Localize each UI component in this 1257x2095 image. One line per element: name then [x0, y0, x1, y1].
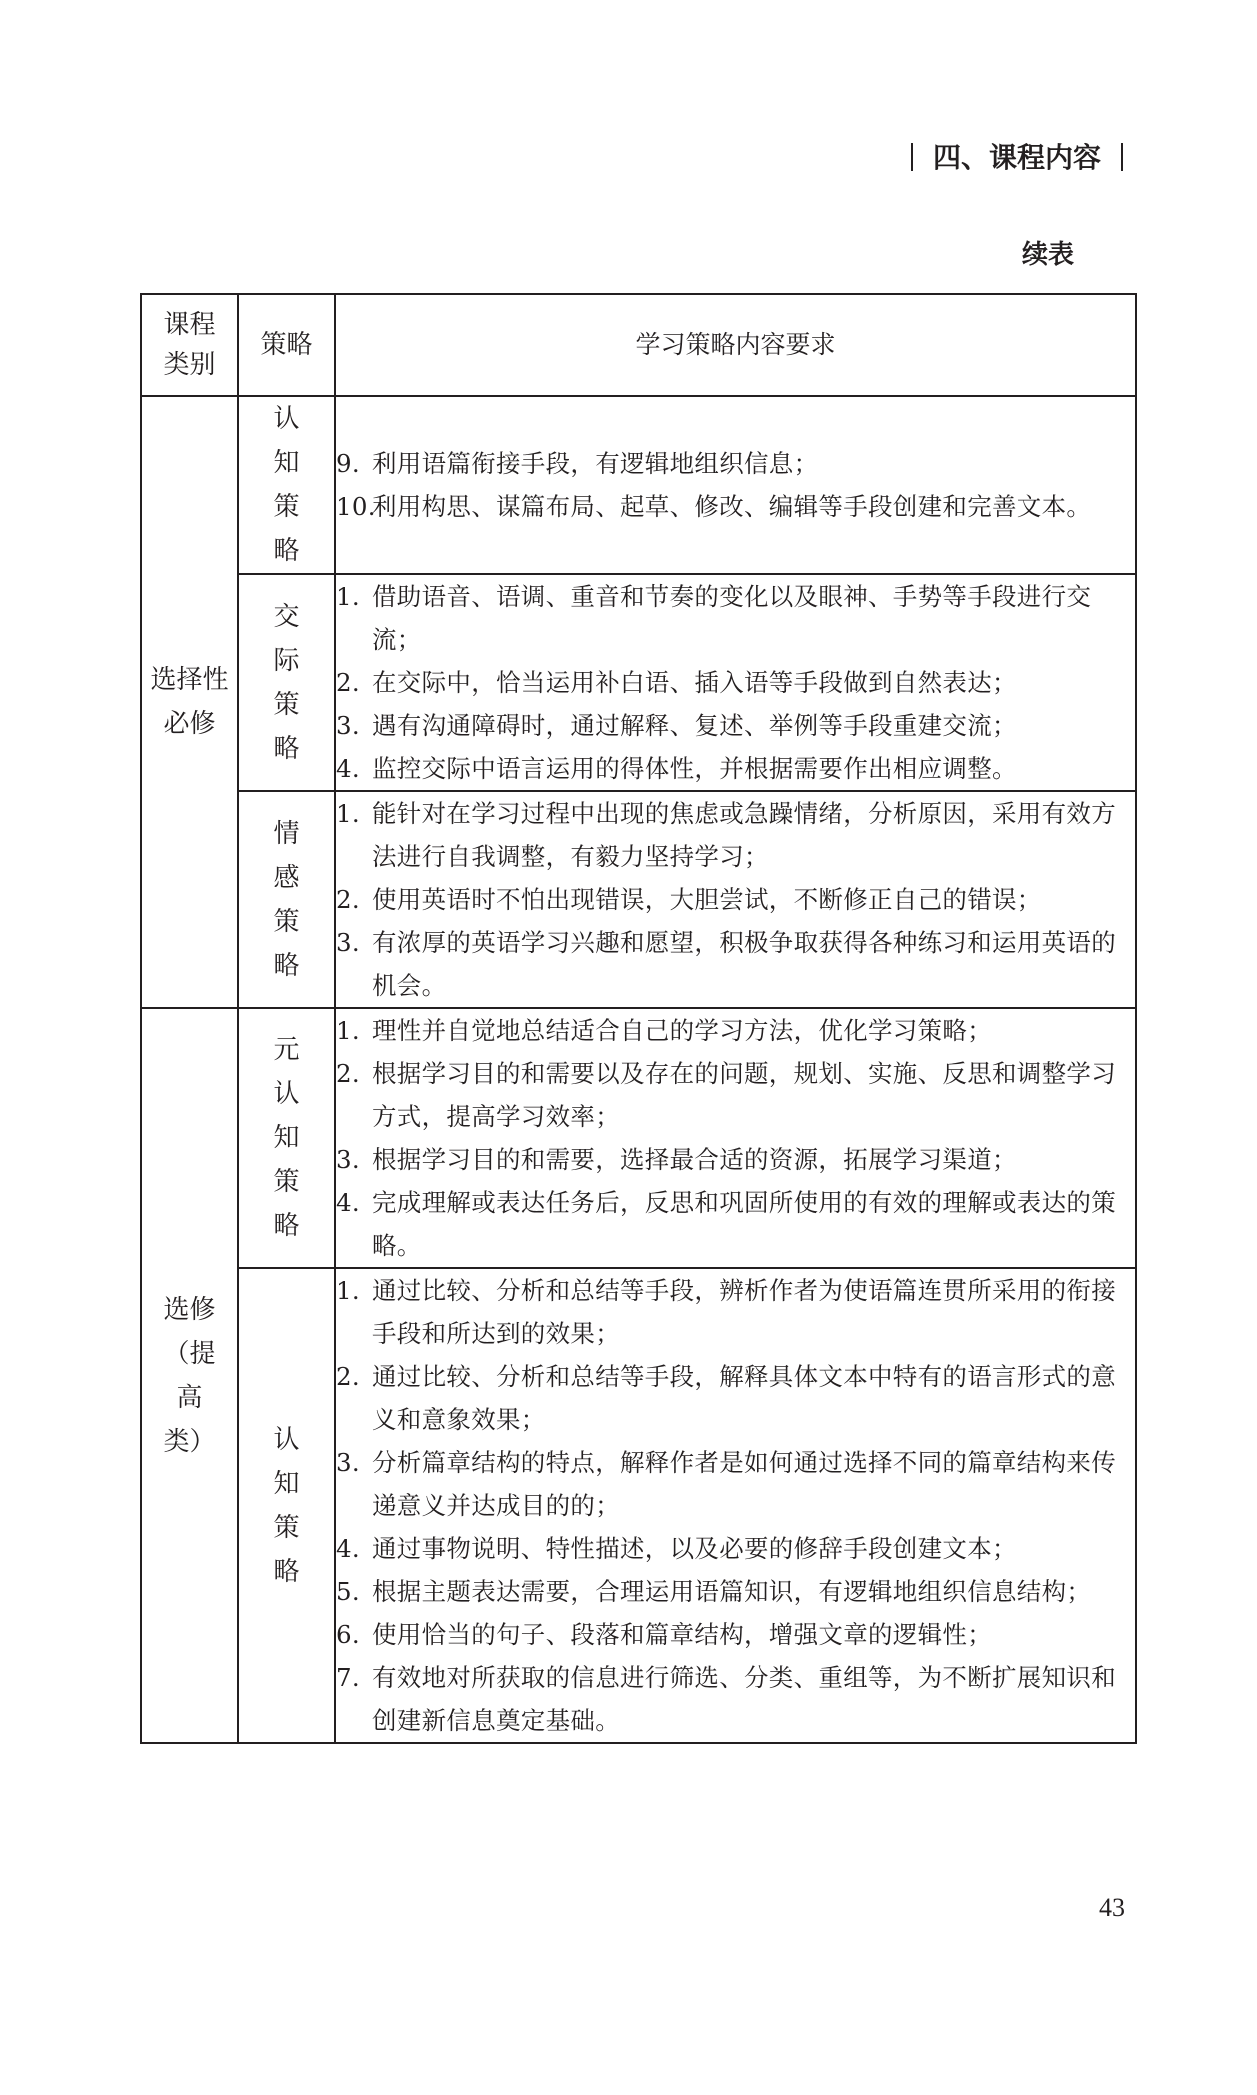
strategy-table	[140, 293, 1137, 1744]
item-number: 2.	[336, 1362, 360, 1391]
table-row	[141, 1008, 1136, 1268]
requirements-cell	[335, 574, 1136, 791]
item-number: 3.	[336, 1448, 360, 1477]
item-text: 通过比较、分析和总结等手段，解释具体文本中特有的语言形式的意义和意象效果；	[372, 1362, 1116, 1434]
item-number: 1.	[336, 582, 360, 611]
item-number: 4.	[336, 1534, 360, 1563]
section-header	[911, 140, 1123, 176]
item-number: 3.	[336, 711, 360, 740]
strategy-cell	[238, 1008, 335, 1268]
item-text: 利用语篇衔接手段，有逻辑地组织信息；	[372, 449, 819, 478]
section-title: 四、课程内容	[933, 141, 1102, 174]
list-item	[336, 1269, 1135, 1355]
category-cell	[141, 396, 238, 1008]
item-text: 有效地对所获取的信息进行筛选、分类、重组等，为不断扩展知识和创建新信息奠定基础。	[372, 1663, 1116, 1735]
requirements-cell	[335, 1008, 1136, 1268]
item-number: 5.	[336, 1577, 360, 1606]
item-text: 遇有沟通障碍时，通过解释、复述、举例等手段重建交流；	[372, 711, 1017, 740]
item-number: 1.	[336, 799, 360, 828]
list-item	[336, 1052, 1135, 1138]
item-number: 2.	[336, 885, 360, 914]
item-text: 根据学习目的和需要以及存在的问题，规划、实施、反思和调整学习方式，提高学习效率；	[372, 1059, 1116, 1131]
requirements-cell	[335, 1268, 1136, 1743]
item-text: 在交际中，恰当运用补白语、插入语等手段做到自然表达；	[372, 668, 1017, 697]
item-number: 9.	[336, 449, 360, 478]
list-item	[336, 1441, 1135, 1527]
list-item	[336, 1355, 1135, 1441]
continued-label: 续表	[1022, 240, 1075, 270]
item-text: 通过比较、分析和总结等手段，辨析作者为使语篇连贯所采用的衔接手段和所达到的效果；	[372, 1276, 1116, 1348]
item-text: 使用英语时不怕出现错误，大胆尝试，不断修正自己的错误；	[372, 885, 1042, 914]
strategy-cell	[238, 791, 335, 1008]
item-number: 3.	[336, 928, 360, 957]
item-text: 使用恰当的句子、段落和篇章结构，增强文章的逻辑性；	[372, 1620, 992, 1649]
strategy-label: 元认知策略	[273, 1035, 300, 1241]
list-item	[336, 1181, 1135, 1267]
list-item	[336, 575, 1135, 661]
category-label: 选修（提高类）	[163, 1294, 216, 1457]
item-text: 能针对在学习过程中出现的焦虑或急躁情绪，分析原因，采用有效方法进行自我调整，有毅力坚持学习；	[372, 799, 1116, 871]
list-item	[336, 921, 1135, 1007]
item-number: 10.	[336, 492, 376, 521]
item-text: 有浓厚的英语学习兴趣和愿望，积极争取获得各种练习和运用英语的机会。	[372, 928, 1116, 1000]
list-item	[336, 747, 1135, 790]
item-text: 利用构思、谋篇布局、起草、修改、编辑等手段创建和完善文本。	[372, 492, 1092, 521]
requirements-cell	[335, 791, 1136, 1008]
header-divider-left	[911, 143, 913, 171]
item-text: 监控交际中语言运用的得体性，并根据需要作出相应调整。	[372, 754, 1017, 783]
table-row	[141, 791, 1136, 1008]
requirements-cell	[335, 396, 1136, 574]
item-text: 理性并自觉地总结适合自己的学习方法，优化学习策略；	[372, 1016, 992, 1045]
header-category-text: 课程类别	[163, 310, 216, 380]
item-text: 借助语音、语调、重音和节奏的变化以及眼神、手势等手段进行交流；	[372, 582, 1092, 654]
item-number: 4.	[336, 1188, 360, 1217]
item-text: 分析篇章结构的特点，解释作者是如何通过选择不同的篇章结构来传递意义并达成目的的；	[372, 1448, 1116, 1520]
list-item	[336, 661, 1135, 704]
strategy-label: 交际策略	[273, 601, 300, 764]
page-number: 43	[1099, 1893, 1125, 1922]
header-divider-right	[1121, 143, 1123, 171]
strategy-label: 认知策略	[273, 1424, 300, 1587]
item-number: 3.	[336, 1145, 360, 1174]
strategy-label: 认知策略	[273, 404, 300, 566]
item-text: 根据主题表达需要，合理运用语篇知识，有逻辑地组织信息结构；	[372, 1577, 1092, 1606]
list-item	[336, 1009, 1135, 1052]
list-item	[336, 704, 1135, 747]
table-header-row	[141, 294, 1136, 396]
category-cell	[141, 1008, 238, 1743]
table-row	[141, 574, 1136, 791]
header-category	[141, 294, 238, 396]
item-text: 根据学习目的和需要，选择最合适的资源，拓展学习渠道；	[372, 1145, 1017, 1174]
list-item	[336, 878, 1135, 921]
category-label: 选择性必修	[150, 665, 229, 739]
item-text: 完成理解或表达任务后，反思和巩固所使用的有效的理解或表达的策略。	[372, 1188, 1116, 1260]
header-requirements: 学习策略内容要求	[335, 294, 1136, 396]
list-item	[336, 442, 1135, 485]
item-number: 6.	[336, 1620, 360, 1649]
header-strategy: 策略	[238, 294, 335, 396]
item-number: 7.	[336, 1663, 360, 1692]
list-item	[336, 1138, 1135, 1181]
item-text: 通过事物说明、特性描述，以及必要的修辞手段创建文本；	[372, 1534, 1017, 1563]
item-number: 1.	[336, 1016, 360, 1045]
list-item	[336, 792, 1135, 878]
item-number: 1.	[336, 1276, 360, 1305]
strategy-cell	[238, 396, 335, 574]
strategy-label: 情感策略	[273, 818, 300, 981]
list-item	[336, 1656, 1135, 1742]
list-item	[336, 485, 1135, 528]
list-item	[336, 1527, 1135, 1570]
table-row	[141, 396, 1136, 574]
strategy-cell	[238, 574, 335, 791]
list-item	[336, 1613, 1135, 1656]
item-number: 4.	[336, 754, 360, 783]
item-number: 2.	[336, 668, 360, 697]
item-number: 2.	[336, 1059, 360, 1088]
list-item	[336, 1570, 1135, 1613]
table-row	[141, 1268, 1136, 1743]
strategy-cell	[238, 1268, 335, 1743]
